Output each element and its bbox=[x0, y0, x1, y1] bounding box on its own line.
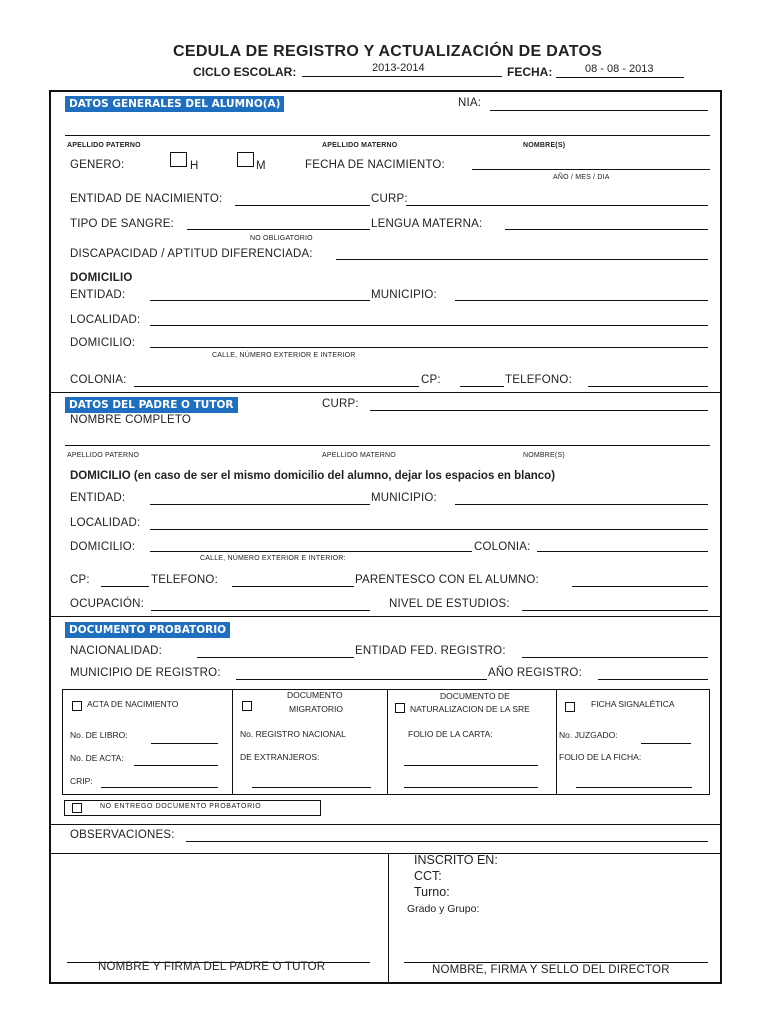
padre-calle-caption: CALLE, NÚMERO EXTERIOR E INTERIOR: bbox=[200, 555, 346, 562]
fecha-value[interactable]: 08 - 08 - 2013 bbox=[585, 63, 654, 75]
no-acta-line[interactable] bbox=[134, 765, 218, 766]
no-entrego-checkbox[interactable] bbox=[72, 803, 82, 813]
padre-domicilio-note: DOMICILIO (en caso de ser el mismo domicilio del alumno, dejar los espacios en blanco) bbox=[70, 470, 556, 482]
folio-carta-label: FOLIO DE LA CARTA: bbox=[408, 729, 493, 739]
crip-label: CRIP: bbox=[70, 776, 93, 786]
padre-ap-paterno-caption: APELLIDO PATERNO bbox=[67, 452, 140, 459]
padre-cp-line[interactable] bbox=[101, 586, 149, 587]
ocupacion-line[interactable] bbox=[151, 610, 370, 611]
lengua-label: LENGUA MATERNA: bbox=[371, 218, 483, 230]
municipio-label: MUNICIPIO: bbox=[371, 289, 437, 301]
genero-h-checkbox[interactable] bbox=[170, 152, 187, 167]
doc-col-divider-2 bbox=[387, 689, 388, 795]
no-juzgado-line[interactable] bbox=[641, 743, 691, 744]
tipo-sangre-line[interactable] bbox=[187, 229, 370, 230]
inscrito-label: INSCRITO EN: bbox=[414, 853, 498, 867]
reg-nacional-label: No. REGISTRO NACIONAL bbox=[240, 729, 346, 739]
colonia-line[interactable] bbox=[134, 386, 419, 387]
ficha-label: FICHA SIGNALÉTICA bbox=[591, 699, 675, 709]
municipio-line[interactable] bbox=[455, 300, 708, 301]
padre-entidad-label: ENTIDAD: bbox=[70, 492, 126, 504]
section-padre: DATOS DEL PADRE O TUTOR bbox=[65, 397, 238, 413]
divider-alumno bbox=[49, 392, 722, 393]
discapacidad-label: DISCAPACIDAD / APTITUD DIFERENCIADA: bbox=[70, 248, 313, 260]
ciclo-value[interactable]: 2013-2014 bbox=[372, 62, 425, 74]
grado-label: Grado y Grupo: bbox=[407, 903, 480, 915]
nacionalidad-line[interactable] bbox=[197, 657, 354, 658]
telefono-label: TELEFONO: bbox=[505, 374, 572, 386]
nivel-line[interactable] bbox=[522, 610, 708, 611]
doc-migratorio-label-1: DOCUMENTO bbox=[287, 690, 343, 700]
doc-col-divider-3 bbox=[556, 689, 557, 795]
calle-caption: CALLE, NÚMERO EXTERIOR E INTERIOR bbox=[212, 352, 356, 359]
acta-checkbox[interactable] bbox=[72, 701, 82, 711]
cct-label: CCT: bbox=[414, 869, 442, 883]
ficha-checkbox[interactable] bbox=[565, 702, 575, 712]
cp-line[interactable] bbox=[460, 386, 504, 387]
padre-colonia-line[interactable] bbox=[537, 551, 708, 552]
acta-label: ACTA DE NACIMIENTO bbox=[87, 699, 179, 709]
genero-label: GENERO: bbox=[70, 159, 125, 171]
padre-entidad-line[interactable] bbox=[150, 504, 370, 505]
padre-colonia-label: COLONIA: bbox=[474, 541, 531, 553]
fecha-nac-line[interactable] bbox=[472, 169, 710, 170]
section-documento: DOCUMENTO PROBATORIO bbox=[65, 622, 230, 638]
genero-m-checkbox[interactable] bbox=[237, 152, 254, 167]
ciclo-line bbox=[302, 76, 502, 77]
padre-ap-materno-caption: APELLIDO MATERNO bbox=[322, 452, 396, 459]
domicilio-line[interactable] bbox=[150, 347, 708, 348]
ano-reg-line[interactable] bbox=[598, 679, 708, 680]
observaciones-label: OBSERVACIONES: bbox=[70, 829, 175, 841]
form-title: CEDULA DE REGISTRO Y ACTUALIZACIÓN DE DATOS bbox=[173, 43, 603, 60]
entidad-line[interactable] bbox=[150, 300, 370, 301]
ap-materno-caption: APELLIDO MATERNO bbox=[322, 142, 398, 149]
municipio-reg-label: MUNICIPIO DE REGISTRO: bbox=[70, 667, 221, 679]
padre-nombres-caption: NOMBRE(S) bbox=[523, 452, 565, 459]
ap-paterno-caption: APELLIDO PATERNO bbox=[67, 142, 141, 149]
doc-nat-label-2: NATURALIZACION DE LA SRE bbox=[410, 704, 530, 714]
nombre-completo-label: NOMBRE COMPLETO bbox=[70, 414, 191, 426]
no-libro-label: No. DE LIBRO: bbox=[70, 730, 128, 740]
discapacidad-line[interactable] bbox=[336, 259, 708, 260]
no-juzgado-label: No. JUZGADO: bbox=[559, 730, 618, 740]
fecha-line bbox=[556, 77, 684, 78]
turno-label: Turno: bbox=[414, 885, 450, 899]
folio-carta-line-1[interactable] bbox=[404, 765, 538, 766]
municipio-reg-line[interactable] bbox=[236, 679, 487, 680]
ano-mes-dia-caption: AÑO / MES / DIA bbox=[553, 174, 610, 181]
genero-m-label: M bbox=[256, 160, 266, 172]
extranjeros-label: DE EXTRANJEROS: bbox=[240, 752, 320, 762]
observaciones-line[interactable] bbox=[186, 841, 708, 842]
divider-padre bbox=[49, 616, 722, 617]
firmas-divider bbox=[388, 853, 389, 984]
no-acta-label: No. DE ACTA: bbox=[70, 753, 124, 763]
doc-nat-label-1: DOCUMENTO DE bbox=[440, 691, 510, 701]
fecha-nac-label: FECHA DE NACIMIENTO: bbox=[305, 159, 445, 171]
entidad-fed-label: ENTIDAD FED. REGISTRO: bbox=[355, 645, 506, 657]
section-alumno: DATOS GENERALES DEL ALUMNO(A) bbox=[65, 96, 284, 112]
padre-domicilio-line[interactable] bbox=[150, 551, 472, 552]
fecha-label: FECHA: bbox=[507, 65, 553, 79]
nia-label: NIA: bbox=[458, 97, 482, 109]
doc-nat-checkbox[interactable] bbox=[395, 703, 405, 713]
crip-line[interactable] bbox=[101, 787, 218, 788]
padre-domicilio-label: DOMICILIO: bbox=[70, 541, 136, 553]
firma-padre-label: NOMBRE Y FIRMA DEL PADRE O TUTOR bbox=[98, 961, 326, 973]
telefono-line[interactable] bbox=[588, 386, 708, 387]
folio-ficha-label: FOLIO DE LA FICHA: bbox=[559, 752, 642, 762]
divider-observaciones bbox=[49, 853, 722, 854]
nia-line[interactable] bbox=[490, 110, 708, 111]
entidad-nac-label: ENTIDAD DE NACIMIENTO: bbox=[70, 193, 223, 205]
localidad-label: LOCALIDAD: bbox=[70, 314, 141, 326]
divider-documento bbox=[49, 824, 722, 825]
colonia-label: COLONIA: bbox=[70, 374, 127, 386]
folio-carta-line-2[interactable] bbox=[404, 787, 538, 788]
curp-line[interactable] bbox=[406, 205, 708, 206]
lengua-line[interactable] bbox=[505, 229, 708, 230]
padre-municipio-line[interactable] bbox=[455, 504, 708, 505]
no-libro-line[interactable] bbox=[151, 743, 218, 744]
firma-director-label: NOMBRE, FIRMA Y SELLO DEL DIRECTOR bbox=[432, 964, 670, 976]
nombres-caption: NOMBRE(S) bbox=[523, 142, 566, 149]
firma-director-line[interactable] bbox=[404, 962, 708, 963]
no-obligatorio-caption: NO OBLIGATORIO bbox=[250, 235, 313, 242]
ciclo-label: CICLO ESCOLAR: bbox=[193, 65, 297, 79]
padre-localidad-label: LOCALIDAD: bbox=[70, 517, 141, 529]
ocupacion-label: OCUPACIÓN: bbox=[70, 598, 144, 610]
padre-municipio-label: MUNICIPIO: bbox=[371, 492, 437, 504]
entidad-label: ENTIDAD: bbox=[70, 289, 126, 301]
parentesco-line[interactable] bbox=[572, 586, 708, 587]
genero-h-label: H bbox=[190, 160, 199, 172]
doc-col-divider-1 bbox=[232, 689, 233, 795]
domicilio-label: DOMICILIO: bbox=[70, 337, 136, 349]
tipo-sangre-label: TIPO DE SANGRE: bbox=[70, 218, 174, 230]
padre-telefono-line[interactable] bbox=[232, 586, 354, 587]
extranjeros-line[interactable] bbox=[252, 787, 371, 788]
padre-curp-label: CURP: bbox=[322, 398, 359, 410]
doc-migratorio-checkbox[interactable] bbox=[242, 701, 252, 711]
nivel-label: NIVEL DE ESTUDIOS: bbox=[389, 598, 510, 610]
curp-label: CURP: bbox=[371, 193, 408, 205]
padre-cp-label: CP: bbox=[70, 574, 90, 586]
doc-migratorio-label-2: MIGRATORIO bbox=[289, 704, 343, 714]
cp-label: CP: bbox=[421, 374, 441, 386]
padre-name-line[interactable] bbox=[65, 445, 710, 446]
no-entrego-label: NO ENTREGO DOCUMENTO PROBATORIO bbox=[100, 803, 262, 810]
nacionalidad-label: NACIONALIDAD: bbox=[70, 645, 163, 657]
padre-localidad-line[interactable] bbox=[150, 529, 708, 530]
entidad-fed-line[interactable] bbox=[522, 657, 708, 658]
padre-telefono-label: TELEFONO: bbox=[151, 574, 218, 586]
folio-ficha-line[interactable] bbox=[576, 787, 692, 788]
domicilio-title: DOMICILIO bbox=[70, 272, 133, 284]
localidad-line[interactable] bbox=[150, 325, 708, 326]
ano-reg-label: AÑO REGISTRO: bbox=[488, 667, 582, 679]
entidad-nac-line[interactable] bbox=[235, 205, 370, 206]
padre-curp-line[interactable] bbox=[370, 410, 708, 411]
alumno-name-line[interactable] bbox=[65, 135, 710, 136]
parentesco-label: PARENTESCO CON EL ALUMNO: bbox=[355, 574, 539, 586]
